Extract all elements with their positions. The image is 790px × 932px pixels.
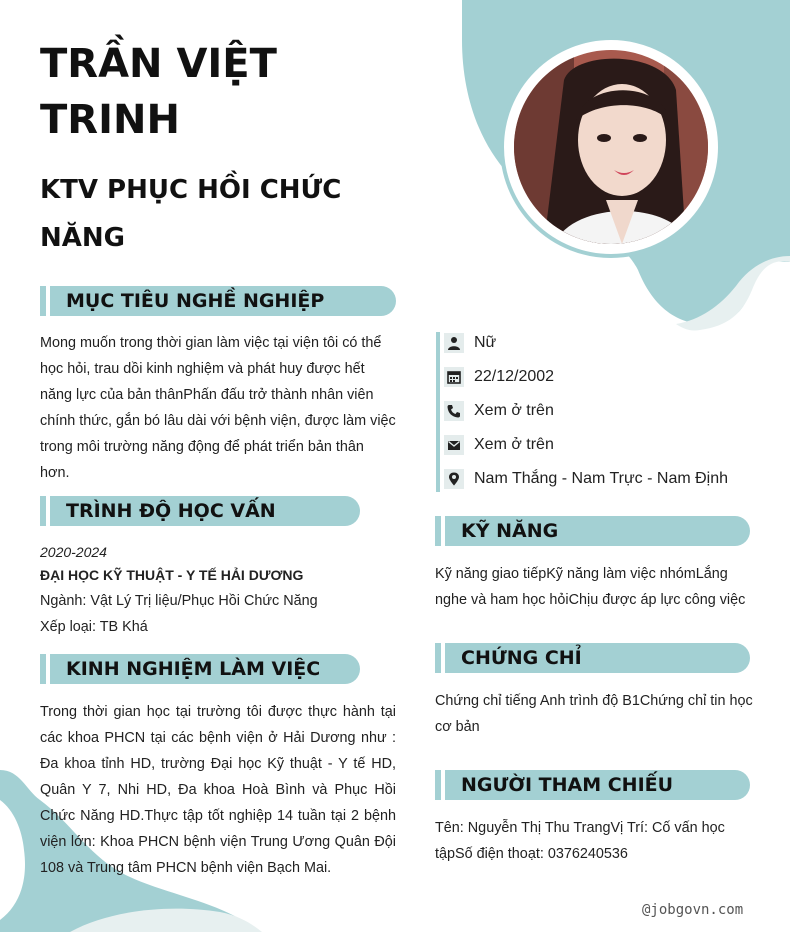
mail-icon [444, 435, 464, 455]
section-title: TRÌNH ĐỘ HỌC VẤN [66, 500, 276, 522]
section-marker [435, 770, 441, 800]
section-title: NGƯỜI THAM CHIẾU [461, 774, 674, 796]
calendar-icon [444, 367, 464, 387]
address-value: Nam Thắng - Nam Trực - Nam Định [474, 470, 729, 487]
job-line-1: KTV PHỤC HỒI CHỨC [40, 175, 342, 205]
info-birthday [444, 360, 554, 394]
section-header-objective [40, 286, 396, 316]
section-title: KỸ NĂNG [461, 520, 559, 542]
info-divider [436, 332, 440, 492]
section-marker [435, 643, 441, 673]
section-title: CHỨNG CHỈ [461, 647, 582, 669]
section-marker [40, 654, 46, 684]
name-line-1: TRẦN VIỆT [40, 41, 277, 87]
watermark: @jobgovn.com [642, 902, 744, 918]
section-header-references [435, 770, 750, 800]
education-period: 2020-2024 [40, 544, 107, 560]
phone-value: Xem ở trên [474, 402, 554, 419]
section-marker [435, 516, 441, 546]
education-grade: Xếp loại: TB Khá [40, 619, 148, 635]
person-icon [444, 333, 464, 353]
education-entry [40, 542, 396, 640]
experience-text: Trong thời gian học tại trường tôi được thực hành tại các khoa PHCN tại các bệnh viện ở Hải Dương như : Đa khoa tỉnh HD, trường Đại học Kỹ thuật - Y tế HD, Quân Y 7, Nhi HD, Đa khoa Hoà Bình và Phục Hồi Chức Năng HD.Thực tập tốt nghiệp 14 tuần tại 2 bệnh viện lớn: Khoa PHCN bệnh viện Trung Ương Quân Đội 108 và Trung tâm PHCN bệnh viện Bạch Mai. [40, 704, 396, 876]
phone-icon [444, 401, 464, 421]
job-title [40, 166, 370, 262]
name-line-2: TRINH [40, 97, 180, 143]
avatar-illustration [514, 50, 708, 244]
info-gender [444, 326, 496, 360]
section-title: KINH NGHIỆM LÀM VIỆC [66, 658, 321, 680]
section-title: MỤC TIÊU NGHỀ NGHIỆP [66, 290, 325, 312]
section-marker [40, 496, 46, 526]
section-marker [40, 286, 46, 316]
info-email [444, 428, 554, 462]
education-major: Ngành: Vật Lý Trị liệu/Phục Hồi Chức Năng [40, 593, 318, 609]
gender-value: Nữ [474, 334, 497, 351]
section-header-experience [40, 654, 360, 684]
section-header-certificates [435, 643, 750, 673]
candidate-name [40, 36, 370, 148]
info-address [444, 462, 728, 496]
education-school: ĐẠI HỌC KỸ THUẬT - Y TẾ HẢI DƯƠNG [40, 567, 304, 583]
birthday-value: 22/12/2002 [474, 368, 555, 385]
info-phone [444, 394, 554, 428]
skills-text: Kỹ năng giao tiếpKỹ năng làm việc nhómLắng nghe và ham học hỏiChịu được áp lực công việc [435, 566, 746, 608]
certificates-text: Chứng chỉ tiếng Anh trình độ B1Chứng chỉ tin học cơ bản [435, 693, 753, 735]
objective-text: Mong muốn trong thời gian làm việc tại viện tôi có thể học hỏi, trau dồi kinh nghiệm và phát huy được hết năng lực của bản thânPhấn đấu trở thành nhân viên chính thức, gắn bó lâu dài với bệnh viện, được làm việc trong môi trường năng động để phát triển bản thân hơn. [40, 335, 396, 481]
location-pin-icon [444, 469, 464, 489]
section-header-skills [435, 516, 750, 546]
job-line-2: NĂNG [40, 223, 125, 253]
references-text: Tên: Nguyễn Thị Thu TrangVị Trí: Cố vấn học tậpSố điện thoạt: 0376240536 [435, 820, 725, 862]
email-value: Xem ở trên [474, 436, 554, 453]
section-header-education [40, 496, 360, 526]
avatar [514, 50, 708, 244]
